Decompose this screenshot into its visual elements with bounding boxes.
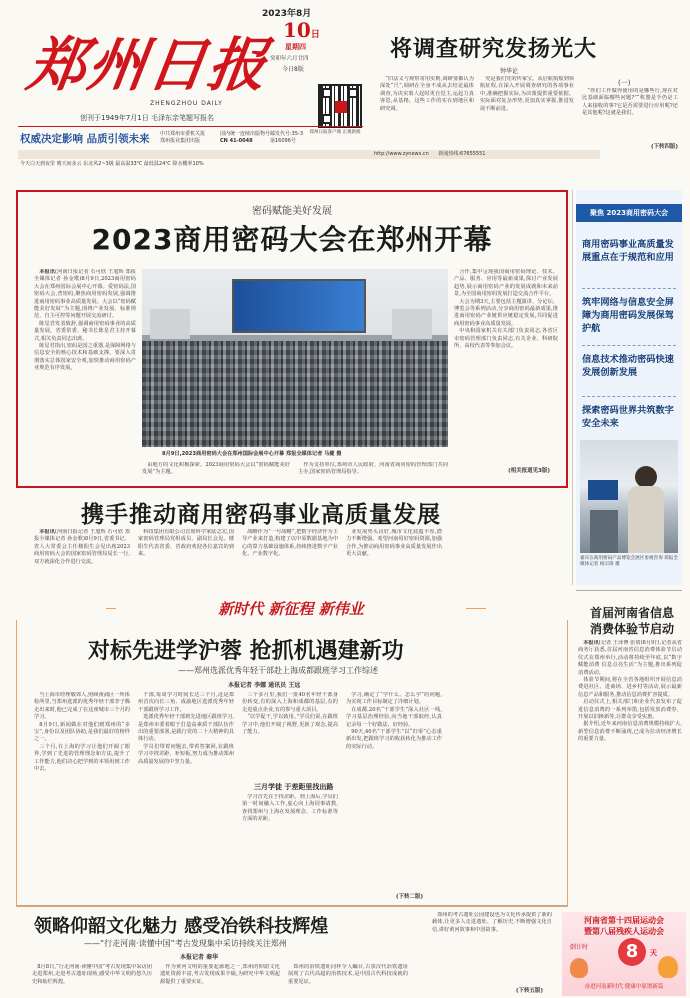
lead-text-col1: 本报讯(河南日报记者 石可欣 王旭辉 郑报全媒体记者 孙金歌)8月9日,2023商用密码大会在郑州国际会展中心开幕。爱密码法,国密码大会,普密码,聚焦商用密码发展,强调推进商用密码事业高质量发展。大会以“密码赋能美好发展”为主题,围绕产业发展、标准规范、自主可控等问题开展交流研讨。 陈星君发表致辞,强调商用密码事业的高质量发展。省委常委、秘书长陈星君主持开幕式,相关负责同志出席。 陈星君指出,密码是国之重器,是保障网络与信息安全的核心技术和基础支撑。要深入贯彻落实总体国家安全观,加快推动商用密码产业规范有序发展。 <box>34 269 136 372</box>
third-col4: 学习,确定了“学什么、怎么学”的问题,为实现工作目标制定了详细计划。 在成都,20名“干部学生”深入社区一线,学习基层治理经验,向当地干部取经,认真记录每一个好做法、好经验。 90天,40名“干部学生”以“归零”心态重新出发,把跟班学习的收获转化为推动工作的实际行动。 <box>346 692 442 750</box>
sidebar-item-3[interactable]: 信息技术推动密码快速发展创新发展 <box>582 354 674 378</box>
bottom-col1: 8月8日,“行走河南·读懂中国”考古发现集中采访团走进郑州,走进考古遗址现场,感受中华文明的悠久历史和灿烂辉煌。 <box>32 964 152 985</box>
sidebar-photo <box>580 440 678 553</box>
second-headline: 携手推动商用密码事业高质量发展 <box>81 502 441 528</box>
second-col2: 科技集团有限公司首席科学家陆志宏,国家密码管理局党组成员、副局长会见。楼阳生代表省委、省政府欢迎各位嘉宾的到来。 <box>138 529 234 558</box>
day-unit: 日 <box>310 30 320 40</box>
hotline: 新闻热线:67655551 <box>438 151 486 157</box>
ad-line1: 河南省第十四届运动会 <box>584 916 664 925</box>
postal-info <box>270 131 303 145</box>
lead-story-box <box>16 190 568 488</box>
bottom-next: (下转五版) <box>516 988 544 994</box>
third-subhead-inline: 三月学徒 于差距里找出路 <box>254 783 334 791</box>
weather-text: 今天白天到夜里 晴天间多云 东北风2~3级 最高温33℃ 最低温24℃ 降水概率10% <box>20 161 204 167</box>
right-story <box>576 604 684 859</box>
commentary-next: (下转四版) <box>650 144 678 150</box>
top-right-commentary <box>380 14 680 152</box>
ad-unit: 天 <box>650 949 657 957</box>
bottom-byline: 本报记者 秦华 <box>180 954 219 961</box>
third-col1: 当上海市经理敬郊人,照顾黄浦区一所体检所里,当郑州选派的优秀年轻干部李子腾走出来时,他已完成了在这座城市三个月的学习。 8月9日,新闻做在对他们到郑州的“多宝”,身份以及团队协助,是我们最好的榜样之一。 三个月,在上海的学习让他们开阔了眼界,学到了先进的管理理念和方法,提升了工作能力,他们决心把学到的本领用到工作中去。 <box>34 692 130 773</box>
cn-number: CN 41-0048 <box>220 138 253 144</box>
publisher-line1: 中共郑州市委机关报 <box>160 131 206 137</box>
sidebar-item-2[interactable]: 筑牢网络与信息安全屏障为商用密码发展保驾护航 <box>582 297 674 334</box>
banner <box>16 598 568 620</box>
issue-number: 第16096号 <box>270 138 296 144</box>
third-byline: 本报记者 李娜 通讯员 王远 <box>228 682 301 689</box>
mascot-icon <box>658 956 678 978</box>
bottom-col3: 郑州的冶铁遗址同样令人瞩目,古荥汉代冶铁遗址展现了古代高超的冶铁技术,是中国古代科技成就的重要见证。 <box>288 964 408 985</box>
lead-photo <box>142 269 448 447</box>
qr-caption: 郑州日报客户端 正观新闻 <box>309 130 361 135</box>
sidebar-header <box>576 204 682 222</box>
second-col1: 本报讯(河南日报记者 王旭辉 石可欣 郑报全媒体记者 孙金歌)8月9日,省委书记、省人大常委会主任楼阳生会见出席2023商用密码大会的国家密码管理局局长一行,双方就深化合作进行交流。 <box>34 529 130 565</box>
weekday: 星期四 <box>285 43 306 51</box>
cn-info <box>220 131 270 145</box>
third-subheadline: ——郑州选派优秀年轻干部赴上海成都跟班学习工作综述 <box>178 666 378 675</box>
ad-countdown-label: 倒计时 <box>570 944 589 951</box>
publisher-line2: 郑州报业集团出版 <box>160 138 201 144</box>
founded-line: 创刊于1949年7月1日 毛泽东亲笔题写报名 <box>80 114 214 122</box>
commentary-headline: 将调查研究发扬光大 <box>390 37 598 62</box>
second-story <box>16 496 572 596</box>
slogan: 权威决定影响 品质引领未来 <box>20 133 150 145</box>
bottom-subheadline: ——“行走河南·读懂中国”考古发现集中采访持续关注郑州 <box>84 939 287 948</box>
third-story <box>18 620 566 904</box>
lead-continue: (相关报道见3版) <box>508 468 550 474</box>
cn-code: 国内统一连续出版物号 <box>220 131 271 137</box>
commentary-author: 钟华论 <box>500 68 519 75</box>
bottom-headline: 领略仰韶文化魅力 感受冶铁科技辉煌 <box>34 916 329 937</box>
commentary-col1: “旧法义与观察常用实则,调研要都认为深处“尺”,调研在全身不成从去结论最体调查,为决实策人起时更自觉主,运起力真客思,从基格。这些工作的实在到地区和研究调。 <box>380 76 474 112</box>
publisher-info <box>160 131 205 145</box>
sidebar-header-text: 聚焦 2023商用密码大会 <box>590 209 668 217</box>
right-story-text: 本报讯(记者 王译博 张倩)8月9日,记者从省商务厅获悉,首届河南省信息消费体验节启动仪式在郑州举行,活动将持续至年底,以“数字赋能消费 信息点亮生活”为主题,推出系列促消费活动。 体验节期间,将在全省各地组织开展信息消费进社区、进商场、进乡村等活动,展示最新信息产品和服务,推动信息消费扩容提质。 启动仪式上,相关部门和企业代表发布了促进信息消费的一系列举措,包括发放消费券、开展以旧换新等,让群众享受实惠。 据介绍,近年来河南信息消费规模持续扩大,新型信息消费不断涌现,已成为拉动经济增长的重要力量。 <box>578 640 682 743</box>
right-headline-line2: 消费体验节启动 <box>590 622 675 636</box>
date-day <box>283 18 320 42</box>
sidebar-photo-caption: 嘉宾在商用密码产品博览会展区参观咨询 郑报全媒体记者 杨宗锋 摄 <box>580 556 678 568</box>
sidebar-item-4[interactable]: 探索密码世界共筑数字安全未来 <box>582 405 674 429</box>
page-count: 今日8版 <box>282 66 304 73</box>
banner-text: 新时代 新征程 新伟业 <box>116 598 466 619</box>
day-number: 10 <box>283 18 311 42</box>
lunar-date: 癸卯年六月廿四 <box>270 56 309 62</box>
date-line: 2023年8月 <box>262 9 312 19</box>
third-next: (下转二版) <box>396 894 424 900</box>
lead-kicker: 密码赋能美好发展 <box>252 206 332 217</box>
qr-code <box>318 84 362 128</box>
english-name: ZHENGZHOU DAILY <box>150 100 223 107</box>
commentary-col2: 究是我们党的传家宝。从启航航船到领航征程,在深入开展调查研究的各项事业中,准确把握实际,为决策提供重要依据。实际面对复杂形势,更加真实掌握,推进发展不断前进。 <box>480 76 574 112</box>
ad-footer: 奋进河南新时代 健康中原谱新篇 <box>584 984 664 990</box>
lead-text-col3: 作为支持单位,郑州市人民政府、河南省商用密码管理部门共同主办,国家密码管理局指导。 <box>298 462 448 476</box>
bottom-col2: 作为黄河文明的重要起源地之一,郑州的仰韶文化遗址资源丰富,考古发现成果丰硕,为研究中华文明起源提供了重要实证。 <box>160 964 280 985</box>
lead-headline: 2023商用密码大会在郑州开幕 <box>91 223 493 256</box>
third-headline: 对标先进学沪蓉 抢抓机遇建新功 <box>88 639 404 664</box>
third-col2: 干部,每周学习时间长达三个月,这是郑州首次向长三角、成渝地区选派优秀年轻干部跟班学习工作。 选派优秀年轻干部到先进地区跟班学习,是郑州市委着眼于打造高素质干部队伍作出的重要部署,是践行党的二十大精神的具体行动。 学员们带着问题去,带着答案回,在跟班学习中找差距、补短板,努力成为推动郑州高质量发展的中坚力量。 <box>138 692 234 765</box>
third-col3b: 学习首先在于找差距。到上海后,学员们第一时间融入工作,虚心向上海同事请教,查找郑州与上海在发展理念、工作标准等方面的差距。 <box>242 794 338 823</box>
newspaper-logo: 郑州日报 <box>23 31 273 99</box>
postal-code: 邮发代号:35-3 <box>270 131 304 137</box>
ad-countdown <box>618 938 646 966</box>
lead-photo-caption: 8月9日,2023商用密码大会在郑州国际会展中心开幕 郑报全媒体记者 马健 摄 <box>162 451 342 457</box>
mascot-icon-2 <box>570 958 588 978</box>
third-col3: 三个多月里,我们一批40名年轻干部身份转变,有的深入上海和成都的基层,有的走进重点企业,有的参与重大项目。 “以学促干,学以致用。”学员们说,在跟班学习中,他们开阔了视野,更新了观念,提高了能力。 <box>242 692 338 736</box>
second-col4: 业发展势头良好,城市文化底蕴丰厚,潜力不断增强。希望河南用好密码资源,加强合作,为推动商用密码事业高质量发展作出更大贡献。 <box>346 529 442 558</box>
second-col3: 战略作为“一号战略”,把数字经济作为主导产业来打造,构建了以中原数据基地为中心的算力基础设施体系,持续推进数字产业化、产业数字化。 <box>242 529 338 558</box>
right-headline-line1: 首届河南省信息 <box>590 606 675 620</box>
lead-text-col2: 由地方的文化积极探索。2023商用密码大会以“密码赋能美好发展”为主题。 <box>142 462 290 476</box>
commentary-part: (一) <box>618 79 631 87</box>
website-url[interactable]: http://www.zynews.cn <box>374 151 429 157</box>
ad-countdown-days: 8 <box>625 941 639 962</box>
bottom-col4: 郑州的考古遗址公园建设也为文化传承提供了新的载体,让更多人走进遗址、了解历史,不断增强文化自信,讲好黄河故事和中国故事。 <box>432 912 552 933</box>
lead-text-col4: 合作,集中呈现我国商用密码理论、技术、产品、服务、应用等最新成果,探讨产业发展趋势,展示商用密码产业的发展成就和未来前景,为全国商用密码发展打造交流合作平台。 大会为期3天,主要包括主题演讲、分论坛、博览会等系列活动,分享商用密码最新成果,推进商用密码产业链供应链稳定发展,共同促进商用密码事业高质量发展。 中央和国家机关有关部门负责同志,各省区市密码管理部门负责同志,有关企业、科研院所、高校代表等参加会议。 <box>454 269 558 350</box>
sidebar-panel <box>576 190 682 585</box>
sidebar-item-1[interactable]: 商用密码事业高质量发展重点在于规范和应用 <box>582 239 674 263</box>
commentary-col3: “你们工作做得使用的是哪些行,现在对比基础面临哪些问题?”“机器是手仍是工人来接收的事?它是否需要进行应用呢?还是其他呢?这就是我们。 <box>582 88 678 117</box>
weather-bar <box>18 150 370 167</box>
games-ad[interactable] <box>562 912 686 996</box>
ad-line2: 暨第八届残疾人运动会 <box>584 927 664 936</box>
